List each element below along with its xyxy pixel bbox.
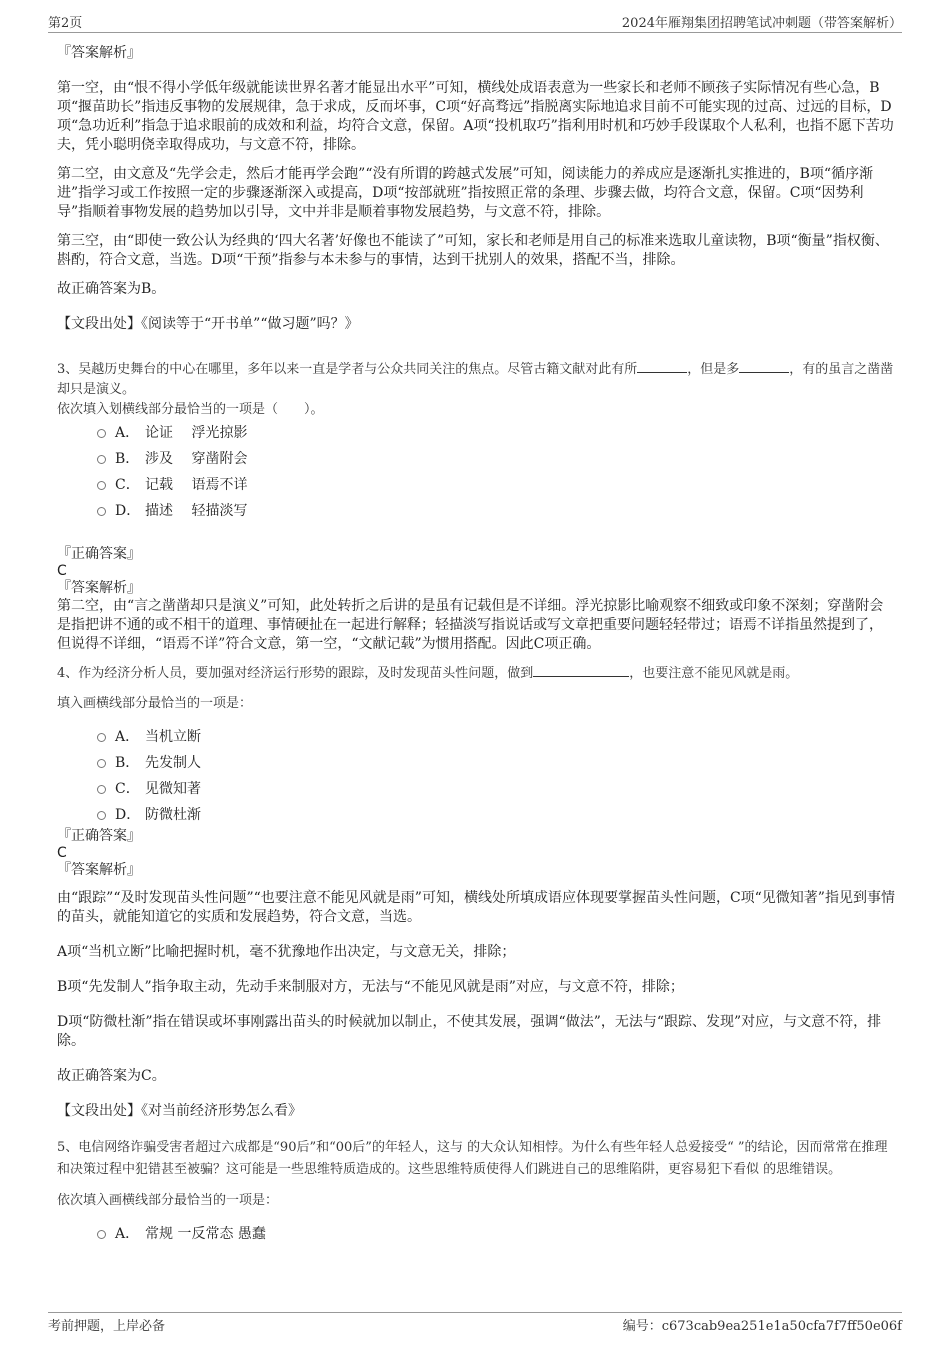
q3-instruction: 依次填入划横线部分最恰当的一项是（ ）。 — [57, 402, 324, 417]
q3-stem: 3、吴越历史舞台的中心在哪里，多年以来一直是学者与公众共同关注的焦点。尽管古籍文献对此有所 ，但是多 ，有的虽言之凿凿却只是演义。 — [57, 362, 894, 397]
radio-icon[interactable] — [97, 733, 106, 742]
q3-answer: C — [57, 563, 67, 579]
q5-options — [97, 1221, 895, 1247]
footer-slogan: 考前押题，上岸必备 — [48, 1319, 166, 1334]
q4-analysis-para2: A项“当机立断”比喻把握时机，毫不犹豫地作出决定，与文意无关，排除； — [57, 944, 516, 960]
q4-option-d[interactable]: D． 防微杜渐 — [97, 802, 895, 828]
q3-option-a[interactable]: A． 论证 浮光掠影 — [97, 420, 895, 446]
q3-analysis-label: 『答案解析』 — [57, 580, 141, 596]
q5-instruction: 依次填入画横线部分最恰当的一项是： — [57, 1193, 279, 1208]
q2-analysis-para3: 第三空，由“即使一致公认为经典的‘四大名著’好像也不能读了”可知，家长和老师是用自己的标准来选取儿童读物，B项“衡量”指权衡、斟酌，符合文意，当选。D项“干预”指参与本未参与的事情，达到干扰别人的效果，搭配不当，排除。 — [57, 233, 889, 268]
q4-answer-label: 『正确答案』 — [57, 828, 141, 844]
q4-stem: 4、作为经济分析人员，要加强对经济运行形势的跟踪，及时发现苗头性问题，做到 ，也要注意不能见风就是雨。 — [57, 666, 799, 681]
radio-icon[interactable] — [97, 1230, 106, 1239]
q5-option-a[interactable]: A． 常规 一反常态 愚蠢 — [97, 1221, 895, 1247]
document-serial: 编号：c673cab9ea251e1a50cfa7f7ff50e06f — [622, 1319, 902, 1334]
q2-source: 【文段出处】《阅读等于“开书单”“做习题”吗？》 — [57, 316, 359, 332]
radio-icon[interactable] — [97, 455, 106, 464]
q4-instruction: 填入画横线部分最恰当的一项是： — [57, 696, 253, 711]
q4-conclusion: 故正确答案为C。 — [57, 1068, 166, 1084]
q4-answer: C — [57, 845, 67, 861]
q3-option-b[interactable]: B． 涉及 穿凿附会 — [97, 446, 895, 472]
q4-analysis-label: 『答案解析』 — [57, 862, 141, 878]
q5-stem: 5、电信网络诈骗受害者超过六成都是“90后”和“00后”的年轻人，这与 的大众认知相悖。为什么有些年轻人总爱接受“ ”的结论，因而常常在推理和决策过程中犯错甚至被骗？这可能是一些思维特质造成的。这些思维特质使得人们跳进自己的思维陷阱，更容易犯下看似 的思维错误。 — [57, 1140, 888, 1177]
q3-option-c[interactable]: C． 记载 语焉不详 — [97, 472, 895, 498]
q4-analysis-para1: 由“跟踪”“及时发现苗头性问题”“也要注意不能见风就是雨”可知，横线处所填成语应体现要掌握苗头性问题，C项“见微知著”指见到事情的苗头，就能知道它的实质和发展趋势，符合文意，当选。 — [57, 890, 895, 925]
radio-icon[interactable] — [97, 759, 106, 768]
radio-icon[interactable] — [97, 785, 106, 794]
q3-options — [97, 420, 895, 524]
q3-analysis: 第二空，由“言之凿凿却只是演义”可知，此处转折之后讲的是虽有记载但是不详细。浮光掠影比喻观察不细致或印象不深刻；穿凿附会是指把讲不通的或不相干的道理、事情硬扯在一起进行解释；轻描淡写指说话或写文章把重要问题轻轻带过；语焉不详指虽然提到了，但说得不详细，“语焉不详”符合文意，第一空，“文献记载”为惯用搭配。因此C项正确。 — [57, 598, 884, 652]
q4-source: 【文段出处】《对当前经济形势怎么看》 — [57, 1103, 302, 1119]
q4-analysis-para4: D项“防微杜渐”指在错误或坏事刚露出苗头的时候就加以制止，不使其发展，强调“做法”，无法与“跟踪、发现”对应，与文意不符，排除。 — [57, 1014, 882, 1049]
blank-line — [533, 664, 629, 677]
radio-icon[interactable] — [97, 507, 106, 516]
page-number: 第2页 — [48, 16, 83, 31]
radio-icon[interactable] — [97, 481, 106, 490]
radio-icon[interactable] — [97, 811, 106, 820]
q2-analysis-para2: 第二空，由文意及“先学会走，然后才能再学会跑”“没有所谓的跨越式发展”可知，阅读能力的养成应是逐渐扎实推进的，B项“循序渐进”指学习或工作按照一定的步骤逐渐深入或提高，D项“按部就班”指按照正常的条理、步骤去做，均符合文意，保留。C项“因势利导”指顺着事物发展的趋势加以引导，文中并非是顺着事物发展趋势，与文意不符，排除。 — [57, 166, 874, 220]
q3-option-d[interactable]: D． 描述 轻描淡写 — [97, 498, 895, 524]
radio-icon[interactable] — [97, 429, 106, 438]
q4-option-b[interactable]: B． 先发制人 — [97, 750, 895, 776]
q3-answer-label: 『正确答案』 — [57, 546, 141, 562]
blank-line — [739, 360, 789, 373]
page-header — [48, 10, 902, 33]
q2-analysis-para1: 第一空，由“恨不得小学低年级就能读世界名著才能显出水平”可知，横线处成语表意为一些家长和老师不顾孩子实际情况有些心急，B项“揠苗助长”指违反事物的发展规律，急于求成，反而坏事，C项“好高骛远”指脱离实际地追求目前不可能实现的过高、过远的目标，D项“急功近利”指急于追求眼前的成效和利益，均符合文意，保留。A项“投机取巧”指利用时机和巧妙手段谋取个人私利，也指不愿下苦功夫，凭小聪明侥幸取得成功，与文意不符，排除。 — [57, 80, 894, 153]
blank-line — [637, 360, 687, 373]
q2-analysis-label: 『答案解析』 — [57, 45, 141, 61]
page-content — [57, 44, 895, 1247]
q4-analysis-para3: B项“先发制人”指争取主动，先动手来制服对方，无法与“不能见风就是雨”对应，与文意不符，排除； — [57, 979, 684, 995]
q2-conclusion: 故正确答案为B。 — [57, 281, 166, 297]
page-footer — [48, 1312, 902, 1335]
q4-option-a[interactable]: A． 当机立断 — [97, 724, 895, 750]
q4-options — [97, 724, 895, 828]
document-title: 2024年雁翔集团招聘笔试冲刺题（带答案解析） — [621, 16, 902, 31]
q4-option-c[interactable]: C． 见微知著 — [97, 776, 895, 802]
